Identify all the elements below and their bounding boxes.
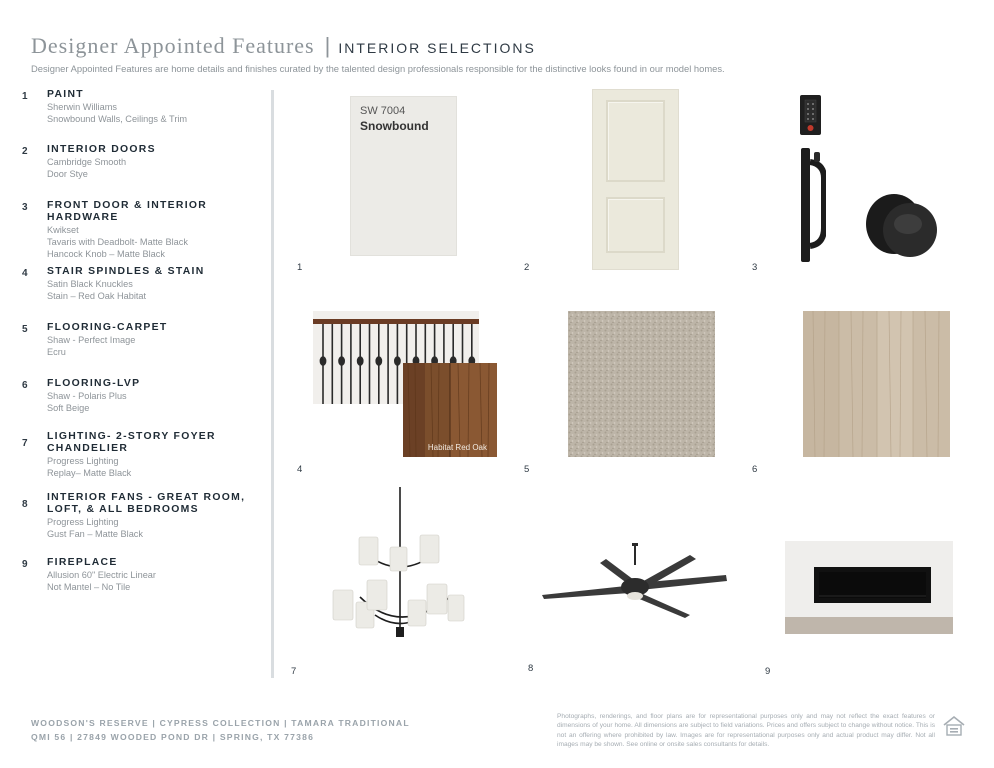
spindle-knuckle bbox=[376, 357, 381, 365]
paint-swatch-image bbox=[350, 96, 457, 256]
item-title: INTERIOR FANS - GREAT ROOM, LOFT, & ALL BEDROOMS bbox=[47, 492, 246, 515]
item-title: LIGHTING- 2-STORY FOYER CHANDELIER bbox=[47, 431, 216, 454]
list-item-paint bbox=[22, 89, 267, 125]
item-number: 4 bbox=[22, 268, 28, 279]
lvp-flooring-image bbox=[803, 311, 950, 457]
item-number: 9 bbox=[22, 559, 28, 570]
item-detail: Tavaris with Deadbolt- Matte Black bbox=[47, 237, 188, 247]
photo-label-6: 6 bbox=[752, 464, 758, 475]
paint-name: Snowbound bbox=[360, 119, 429, 133]
item-detail: Door Stye bbox=[47, 169, 88, 179]
spindle-knuckle bbox=[395, 357, 400, 365]
list-item-interior-doors bbox=[22, 144, 267, 180]
footer-line-address: QMI 56 | 27849 WOODED POND DR | SPRING, TX 77386 bbox=[31, 732, 315, 742]
item-title: FLOORING-CARPET bbox=[47, 322, 168, 333]
fireplace-image bbox=[785, 541, 953, 634]
wood-stain-image bbox=[403, 363, 497, 457]
entry-handle-image bbox=[800, 148, 826, 262]
item-detail: Allusion 60" Electric Linear bbox=[47, 570, 156, 580]
item-title: PAINT bbox=[47, 89, 84, 100]
photo-label-9: 9 bbox=[765, 666, 771, 677]
photo-label-8: 8 bbox=[528, 663, 534, 674]
list-item-lvp bbox=[22, 378, 267, 414]
page-header bbox=[31, 33, 974, 74]
item-detail: Kwikset bbox=[47, 225, 79, 235]
item-number: 8 bbox=[22, 499, 28, 510]
footer-disclaimer: Photographs, renderings, and floor plans are for representational purposes only and may not reflect the exact features or dimensions of your home. All dimensions are subject to field variations. Prices and offers subject to change without notice. This is not an offering where prohibited by law. Images are for representational purposes only and actual product may differ. Not all images may be shown. See online or onsite sales consultants for details. bbox=[557, 713, 935, 749]
item-detail: Not Mantel – No Tile bbox=[47, 582, 131, 592]
item-detail: Satin Black Knuckles bbox=[47, 279, 133, 289]
chandelier-image bbox=[330, 487, 470, 645]
item-detail: Stain – Red Oak Habitat bbox=[47, 291, 147, 301]
list-item-hardware bbox=[22, 200, 267, 260]
item-number: 6 bbox=[22, 380, 28, 391]
item-title: FRONT DOOR & INTERIOR HARDWARE bbox=[47, 200, 208, 223]
door-panel-bottom bbox=[606, 197, 665, 253]
item-number: 1 bbox=[22, 91, 28, 102]
item-detail: Shaw - Polaris Plus bbox=[47, 391, 127, 401]
vertical-divider bbox=[271, 90, 274, 678]
item-number: 2 bbox=[22, 146, 28, 157]
spindle-knuckle bbox=[358, 357, 363, 365]
photo-label-4: 4 bbox=[297, 464, 303, 475]
list-item-carpet bbox=[22, 322, 267, 358]
item-detail: Gust Fan – Matte Black bbox=[47, 529, 143, 539]
item-number: 7 bbox=[22, 438, 28, 449]
list-item-fans bbox=[22, 492, 267, 540]
item-number: 5 bbox=[22, 324, 28, 335]
footer-address bbox=[31, 716, 410, 744]
item-detail: Soft Beige bbox=[47, 403, 90, 413]
item-title: STAIR SPINDLES & STAIN bbox=[47, 266, 205, 277]
list-item-lighting bbox=[22, 431, 267, 479]
item-detail: Progress Lighting bbox=[47, 517, 119, 527]
photo-label-7: 7 bbox=[291, 666, 297, 677]
title-separator: | bbox=[324, 33, 331, 58]
photo-label-3: 3 bbox=[752, 262, 758, 273]
wood-stain-label: Habitat Red Oak bbox=[427, 443, 487, 452]
equal-housing-opportunity-icon bbox=[942, 714, 966, 738]
photo-label-2: 2 bbox=[524, 262, 530, 273]
carpet-sample-image bbox=[568, 311, 715, 457]
page-title: Designer Appointed Features bbox=[31, 33, 315, 58]
item-title: FIREPLACE bbox=[47, 557, 118, 568]
deadbolt-keypad-image bbox=[800, 95, 821, 135]
item-detail: Snowbound Walls, Ceilings & Trim bbox=[47, 114, 188, 124]
title-row bbox=[31, 33, 974, 59]
item-detail: Hancock Knob – Matte Black bbox=[47, 249, 165, 259]
spindle-knuckle bbox=[320, 357, 325, 365]
list-item-stair bbox=[22, 266, 267, 302]
item-detail: Cambridge Smooth bbox=[47, 157, 127, 167]
photo-label-1: 1 bbox=[297, 262, 303, 273]
door-knob-image bbox=[864, 190, 942, 262]
page-description: Designer Appointed Features are home details and finishes curated by the talented design professionals responsible for the distinctive looks found in our model homes. bbox=[31, 63, 725, 74]
interior-door-image bbox=[592, 89, 679, 270]
list-item-fireplace bbox=[22, 557, 267, 593]
paint-code: SW 7004 bbox=[360, 105, 406, 117]
item-detail: Progress Lighting bbox=[47, 456, 119, 466]
item-detail: Sherwin Williams bbox=[47, 102, 117, 112]
item-detail: Shaw - Perfect Image bbox=[47, 335, 136, 345]
item-detail: Replay– Matte Black bbox=[47, 468, 132, 478]
spindle-knuckle bbox=[339, 357, 344, 365]
item-title: FLOORING-LVP bbox=[47, 378, 141, 389]
item-title: INTERIOR DOORS bbox=[47, 144, 156, 155]
footer-line-community: WOODSON'S RESERVE | CYPRESS COLLECTION | TAMARA TRADITIONAL bbox=[31, 718, 410, 728]
ceiling-fan-image bbox=[540, 543, 730, 618]
item-number: 3 bbox=[22, 202, 28, 213]
item-detail: Ecru bbox=[47, 347, 66, 357]
page-subtitle: INTERIOR SELECTIONS bbox=[338, 40, 536, 56]
photo-label-5: 5 bbox=[524, 464, 530, 475]
door-panel-top bbox=[606, 100, 665, 182]
